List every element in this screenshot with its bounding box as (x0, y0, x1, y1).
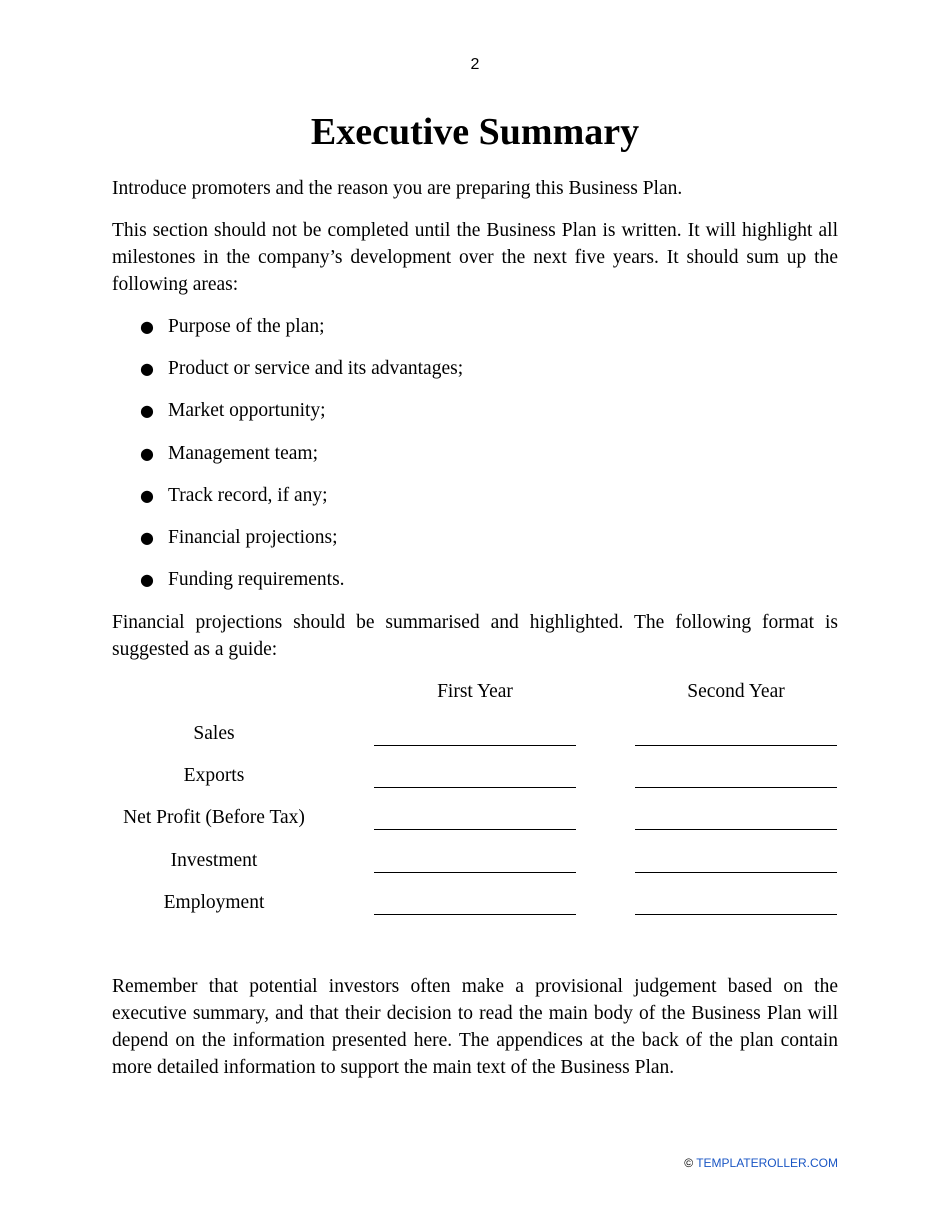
first-year-blank-line[interactable] (374, 872, 576, 873)
financial-projection-table (112, 678, 838, 931)
page-number: 2 (470, 56, 480, 73)
financial-note-paragraph (112, 609, 838, 663)
bullet-icon: ● (140, 443, 154, 463)
section-note-paragraph (112, 217, 838, 298)
list-item (112, 313, 838, 355)
copyright-symbol: © (684, 1156, 694, 1170)
list-item-text: Market opportunity; (168, 400, 326, 422)
row-label: Net Profit (Before Tax) (123, 807, 305, 829)
table-header (112, 678, 838, 720)
financial-note-text: Financial projections should be summarised and highlighted. The following format is suggested as a guide: (112, 612, 838, 660)
list-item-text: Financial projections; (168, 526, 338, 548)
first-year-blank-line[interactable] (374, 914, 576, 915)
list-item-text: Product or service and its advantages; (168, 358, 464, 380)
bullet-icon: ● (140, 527, 154, 547)
first-year-blank-line[interactable] (374, 829, 576, 830)
column-header-second-year: Second Year (687, 681, 785, 702)
first-year-blank-line[interactable] (374, 787, 576, 788)
row-label: Investment (170, 849, 258, 871)
second-year-blank-line[interactable] (635, 787, 837, 788)
intro-text: Introduce promoters and the reason you are preparing this Business Plan. (112, 178, 683, 199)
row-label: Exports (183, 765, 245, 787)
closing-paragraph (112, 973, 838, 1081)
column-header-first-year: First Year (437, 681, 513, 702)
areas-list (112, 313, 838, 608)
bullet-icon: ● (140, 570, 154, 590)
row-label: Employment (163, 891, 265, 913)
table-row (112, 804, 838, 846)
bullet-icon: ● (140, 401, 154, 421)
list-item (112, 397, 838, 439)
list-item (112, 482, 838, 524)
list-item-text: Management team; (168, 442, 318, 464)
list-item (112, 524, 838, 566)
page-title: Executive Summary (310, 111, 640, 153)
table-row (112, 889, 838, 931)
bullet-icon: ● (140, 317, 154, 336)
second-year-blank-line[interactable] (635, 872, 837, 873)
templateroller-link[interactable]: TEMPLATEROLLER.COM (696, 1156, 838, 1170)
row-label: Sales (193, 723, 235, 744)
table-row (112, 720, 838, 762)
bullet-icon: ● (140, 485, 154, 505)
list-item (112, 566, 838, 608)
table-row (112, 847, 838, 889)
bullet-icon: ● (140, 359, 154, 379)
list-item (112, 440, 838, 482)
list-item-text: Funding requirements. (168, 569, 345, 591)
intro-paragraph (112, 175, 838, 202)
list-item (112, 355, 838, 397)
first-year-blank-line[interactable] (374, 745, 576, 746)
section-note-text: This section should not be completed until the Business Plan is written. It will highlight all milestones in the company’s development over the next five years. It should sum up the following areas: (112, 220, 838, 295)
second-year-blank-line[interactable] (635, 745, 837, 746)
list-item-text: Track record, if any; (168, 484, 328, 506)
table-row (112, 762, 838, 804)
second-year-blank-line[interactable] (635, 829, 837, 830)
closing-text: Remember that potential investors often make a provisional judgement based on the executive summary, and that their decision to read the main body of the Business Plan will depend on the information presented here. The appendices at the back of the plan contain more detailed information to support the main text of the Business Plan. (112, 976, 838, 1078)
second-year-blank-line[interactable] (635, 914, 837, 915)
footer-credit[interactable] (684, 1156, 838, 1170)
list-item-text: Purpose of the plan; (168, 316, 325, 337)
